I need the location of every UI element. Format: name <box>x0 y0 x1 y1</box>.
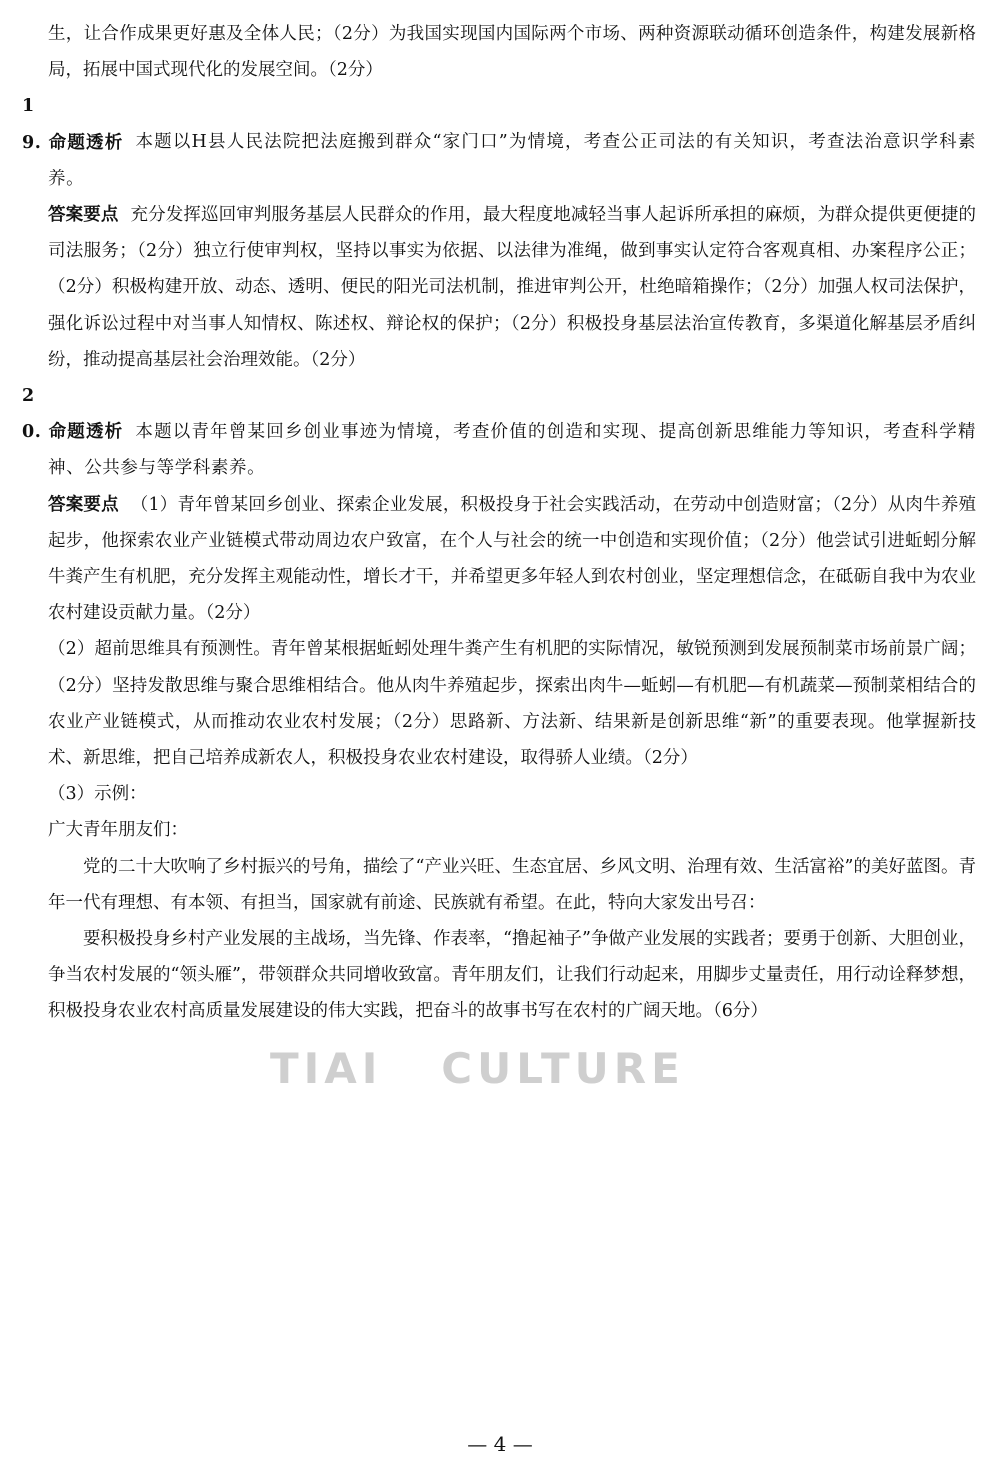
q19-analysis-paragraph <box>22 88 976 197</box>
page-content <box>22 16 977 1030</box>
letter-paragraph-2: 要积极投身乡村产业发展的主战场，当先锋、作表率，“撸起袖子”争做产业发展的实践者；要勇于创新、大胆创业，争当农村发展的“领头雁”，带领群众共同增收致富。青年朋友们，让我们行动起来，用脚步丈量责任，用行动诠释梦想，积极投身农业农村高质量发展建设的伟大实践，把奋斗的故事书写在农村的广阔天地。（6分） <box>48 929 976 1022</box>
question-20 <box>22 378 977 1030</box>
q20-answer-label: 答案要点 <box>48 494 119 515</box>
q20-analysis-text: 本题以青年曾某回乡创业事迹为情境，考查价值的创造和实现、提高创新思维能力等知识，考查科学精神、公共参与等学科素养。 <box>48 422 976 479</box>
q19-analysis-text: 本题以H县人民法院把法庭搬到群众“家门口”为情境，考查公正司法的有关知识，考查法治意识学科素养。 <box>48 132 976 189</box>
q20-analysis-label: 命题透析 <box>48 422 124 443</box>
letter-salutation: 广大青年朋友们： <box>48 820 188 841</box>
q20-part1-paragraph <box>48 487 976 632</box>
q20-number: 20. <box>22 386 42 443</box>
letter-paragraph-1: 党的二十大吹响了乡村振兴的号角，描绘了“产业兴旺、生态宜居、乡风文明、治理有效、生活富裕”的美好蓝图。青年一代有理想、有本领、有担当，国家就有前途、民族就有希望。在此，特向大家发出号召： <box>48 856 976 913</box>
watermark-text: TIAI CULTURE <box>270 1044 685 1093</box>
q19-number: 19. <box>22 96 42 153</box>
q20-part2-paragraph: （2）超前思维具有预测性。青年曾某根据蚯蚓处理牛粪产生有机肥的实际情况，敏锐预测到发展预制菜市场前景广阔；（2分）坚持发散思维与聚合思维相结合。他从肉牛养殖起步，探索出肉牛—蚯蚓—有机肥—有机蔬菜—预制菜相结合的农业产业链模式，从而推动农业农村发展；（2分）思路新、方法新、结果新是创新思维“新”的重要表现。他掌握新技术、新思维，把自己培养成新农人，积极投身农业农村建设，取得骄人业绩。（2分） <box>48 639 976 769</box>
q19-answer-paragraph <box>48 197 976 378</box>
q19-analysis-label: 命题透析 <box>48 132 124 153</box>
q19-answer-label: 答案要点 <box>48 205 119 226</box>
q20-part3-label: （3）示例： <box>48 784 147 805</box>
question-19 <box>22 88 977 378</box>
q19-answer-text: 充分发挥巡回审判服务基层人民群众的作用，最大程度地减轻当事人起诉所承担的麻烦，为群众提供更便捷的司法服务；（2分）独立行使审判权，坚持以事实为依据、以法律为准绳，做到事实认定符合客观真相、办案程序公正；（2分）积极构建开放、动态、透明、便民的阳光司法机制，推进审判公开，杜绝暗箱操作；（2分）加强人权司法保护，强化诉讼过程中对当事人知情权、陈述权、辩论权的保护；（2分）积极投身基层法治宣传教育，多渠道化解基层矛盾纠纷，推动提高基层社会治理效能。（2分） <box>48 205 977 370</box>
q20-part1-text: （1）青年曾某回乡创业、探索企业发展，积极投身于社会实践活动，在劳动中创造财富；（2分）从肉牛养殖起步，他探索农业产业链模式带动周边农户致富，在个人与社会的统一中创造和实现价值；（2分）他尝试引进蚯蚓分解牛粪产生有机肥，充分发挥主观能动性，增长才干，并希望更多年轻人到农村创业，坚定理想信念，在砥砺自我中为农业农村建设贡献力量。（2分） <box>48 494 977 624</box>
continuation-paragraph: 生，让合作成果更好惠及全体人民；（2分）为我国实现国内国际两个市场、两种资源联动循环创造条件，构建发展新格局，拓展中国式现代化的发展空间。（2分） <box>48 24 976 81</box>
q20-analysis-paragraph <box>22 378 976 487</box>
page-number: — 4 — <box>467 1432 533 1456</box>
